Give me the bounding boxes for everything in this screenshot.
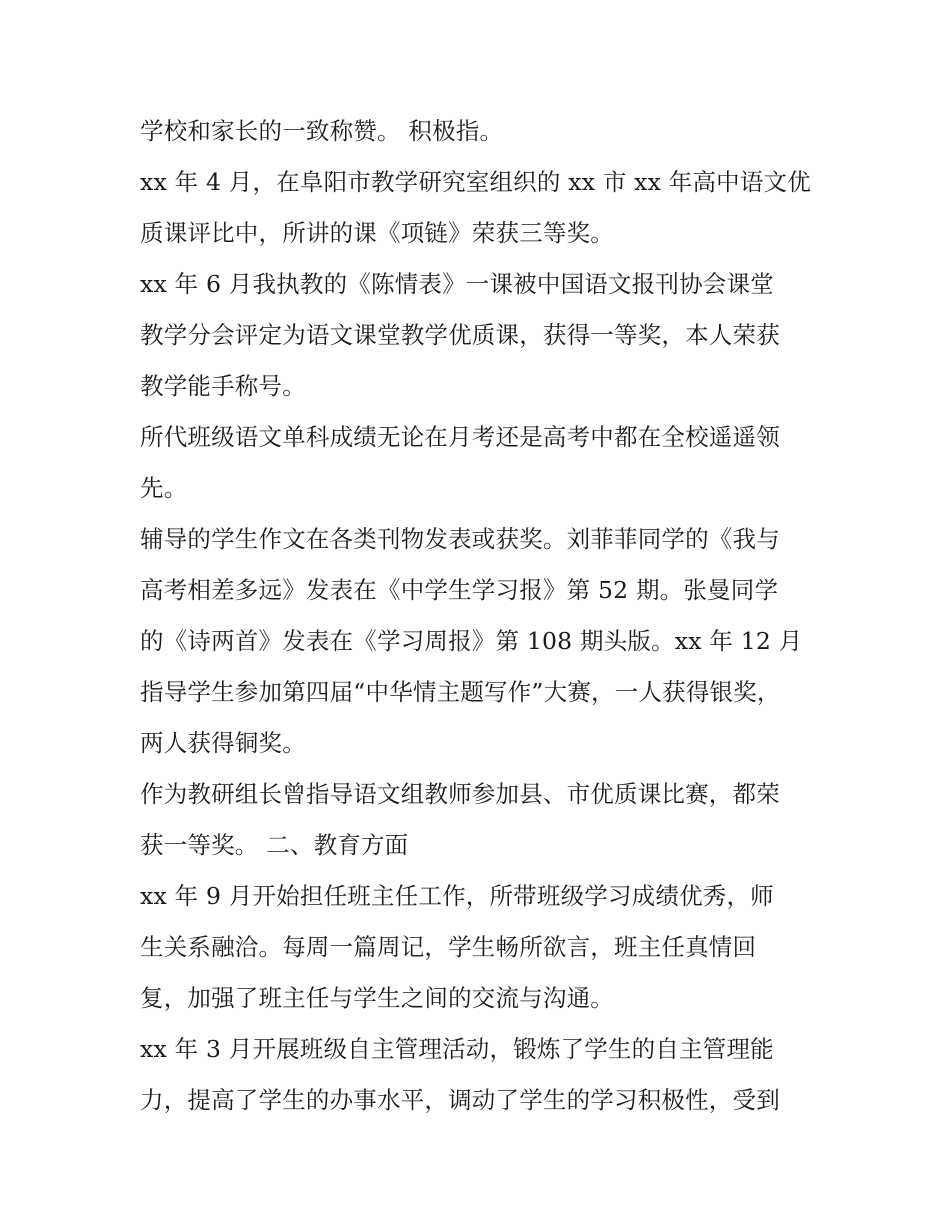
- text-line: xx 年 9 月开始担任班主任工作，所带班级学习成绩优秀，师: [140, 882, 774, 910]
- text-line: xx 年 4 月，在阜阳市教学研究室组织的 xx 市 xx 年高中语文优: [140, 168, 811, 196]
- text-line: 学校和家长的一致称赞。 积极指。: [140, 117, 504, 145]
- text-line: 辅导的学生作文在各类刊物发表或获奖。刘菲菲同学的《我与: [140, 525, 780, 553]
- text-line: 先。: [140, 474, 188, 502]
- text-line: 复，加强了班主任与学生之间的交流与沟通。: [140, 984, 614, 1012]
- text-line: 指导学生参加第四届“中华情主题写作”大赛，一人获得银奖，: [140, 678, 781, 706]
- text-line: xx 年 3 月开展班级自主管理活动，锻炼了学生的自主管理能: [140, 1035, 774, 1063]
- text-line: 两人获得铜奖。: [140, 729, 306, 757]
- text-line: 作为教研组长曾指导语文组教师参加县、市优质课比赛，都荣: [140, 780, 780, 808]
- text-line: 获一等奖。 二、教育方面: [140, 831, 409, 859]
- text-line: 力，提高了学生的办事水平，调动了学生的学习积极性，受到: [140, 1086, 780, 1114]
- text-line: xx 年 6 月我执教的《陈情表》一课被中国语文报刊协会课堂: [140, 270, 774, 298]
- document-body: [140, 106, 820, 1126]
- text-line: 的《诗两首》发表在《学习周报》第 108 期头版。xx 年 12 月: [140, 627, 803, 655]
- text-line: 教学分会评定为语文课堂教学优质课，获得一等奖，本人荣获: [140, 321, 780, 349]
- text-line: 所代班级语文单科成绩无论在月考还是高考中都在全校遥遥领: [140, 423, 780, 451]
- text-line: 高考相差多远》发表在《中学生学习报》第 52 期。张曼同学: [140, 576, 779, 604]
- text-line: 教学能手称号。: [140, 372, 306, 400]
- text-line: 生关系融洽。每周一篇周记，学生畅所欲言，班主任真情回: [140, 933, 757, 961]
- text-line: 质课评比中，所讲的课《项链》荣获三等奖。: [140, 219, 614, 247]
